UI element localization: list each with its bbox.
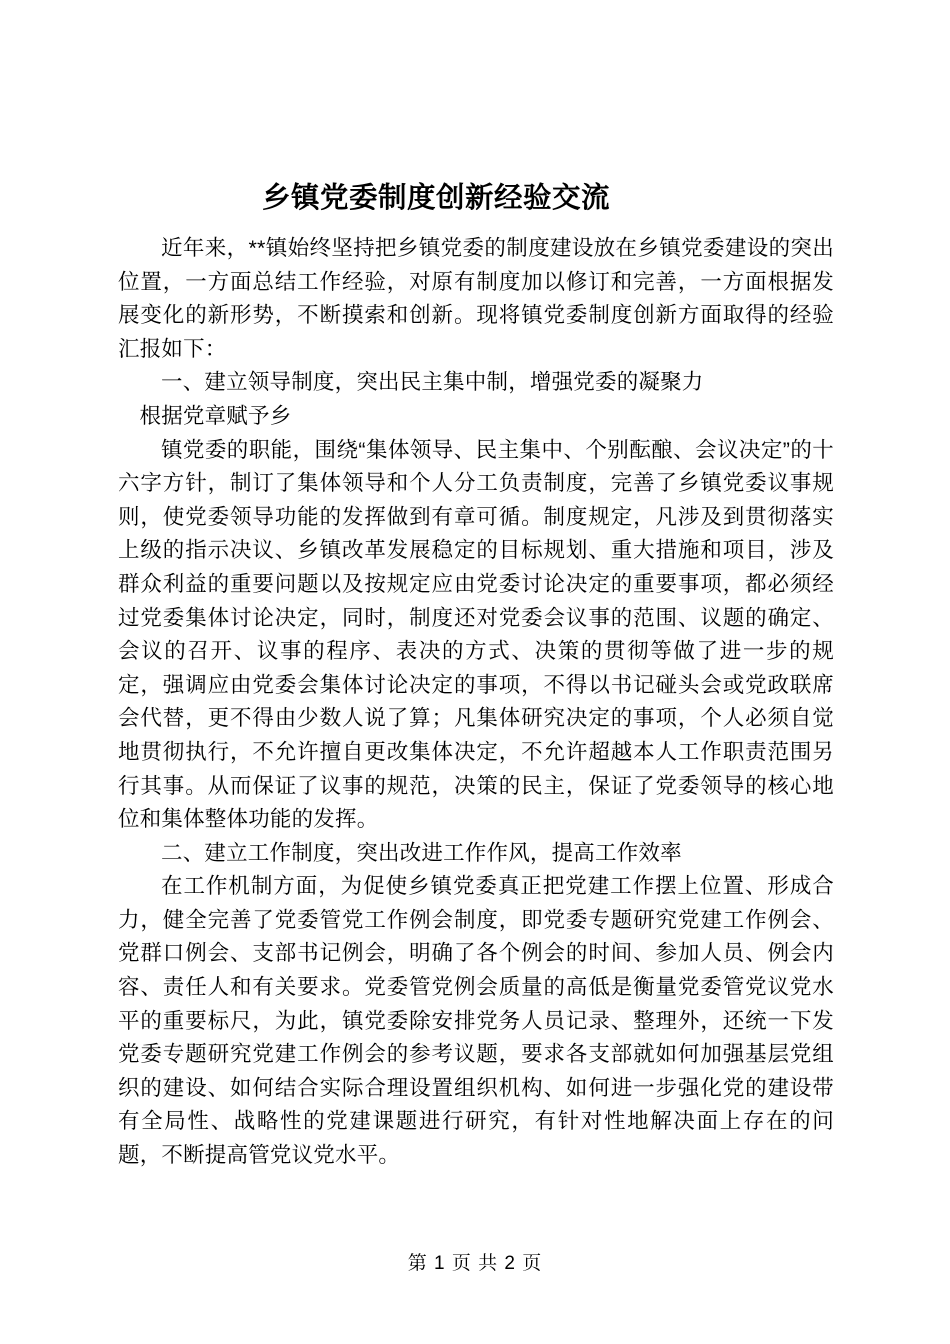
page-title: 乡镇党委制度创新经验交流: [262, 182, 611, 214]
document-body: [118, 178, 834, 1173]
paragraph-section-one-body: 镇党委的职能，围绕“集体领导、民主集中、个别酝酿、会议决定”的十六字方针，制订了集体领导和个人分工负责制度，完善了乡镇党委议事规则，使党委领导功能的发挥做到有章可循。制度规定，凡涉及到贯彻落实上级的指示决议、乡镇改革发展稳定的目标规划、重大措施和项目，涉及群众利益的重要问题以及按规定应由党委讨论决定的重要事项，都必须经过党委集体讨论决定，同时，制度还对党委会议事的范围、议题的确定、会议的召开、议事的程序、表决的方式、决策的贯彻等做了进一步的规定，强调应由党委会集体讨论决定的事项，不得以书记碰头会或党政联席会代替，更不得由少数人说了算；凡集体研究决定的事项，个人必须自觉地贯彻执行，不允许擅自更改集体决定，不允许超越本人工作职责范围另行其事。从而保证了议事的规范，决策的民主，保证了党委领导的核心地位和集体整体功能的发挥。: [118, 437, 834, 832]
paragraph-section-two-body: 在工作机制方面，为促使乡镇党委真正把党建工作摆上位置、形成合力，健全完善了党委管党工作例会制度，即党委专题研究党建工作例会、党群口例会、支部书记例会，明确了各个例会的时间、参加人员、例会内容、责任人和有关要求。党委管党例会质量的高低是衡量党委管党议党水平的重要标尺，为此，镇党委除安排党务人员记录、整理外，还统一下发党委专题研究党建工作例会的参考议题，要求各支部就如何加强基层党组织的建设、如何结合实际合理设置组织机构、如何进一步强化党的建设带有全局性、战略性的党建课题进行研究，有针对性地解决面上存在的问题，不断提高管党议党水平。: [118, 874, 834, 1168]
page-number: 第 1 页 共 2 页: [407, 1253, 543, 1274]
paragraph-intro: 近年来，**镇始终坚持把乡镇党委的制度建设放在乡镇党委建设的突出位置，一方面总结工作经验，对原有制度加以修订和完善，一方面根据发展变化的新形势，不断摸索和创新。现将镇党委制度创新方面取得的经验汇报如下：: [118, 236, 834, 361]
paragraph-section-two-heading: 二、建立工作制度，突出改进工作作风，提高工作效率: [161, 840, 682, 865]
paragraph-section-one-lead: 根据党章赋予乡: [139, 403, 292, 428]
page-footer: [0, 1248, 950, 1275]
paragraph-section-one-heading: 一、建立领导制度，突出民主集中制，增强党委的凝聚力: [161, 370, 704, 395]
